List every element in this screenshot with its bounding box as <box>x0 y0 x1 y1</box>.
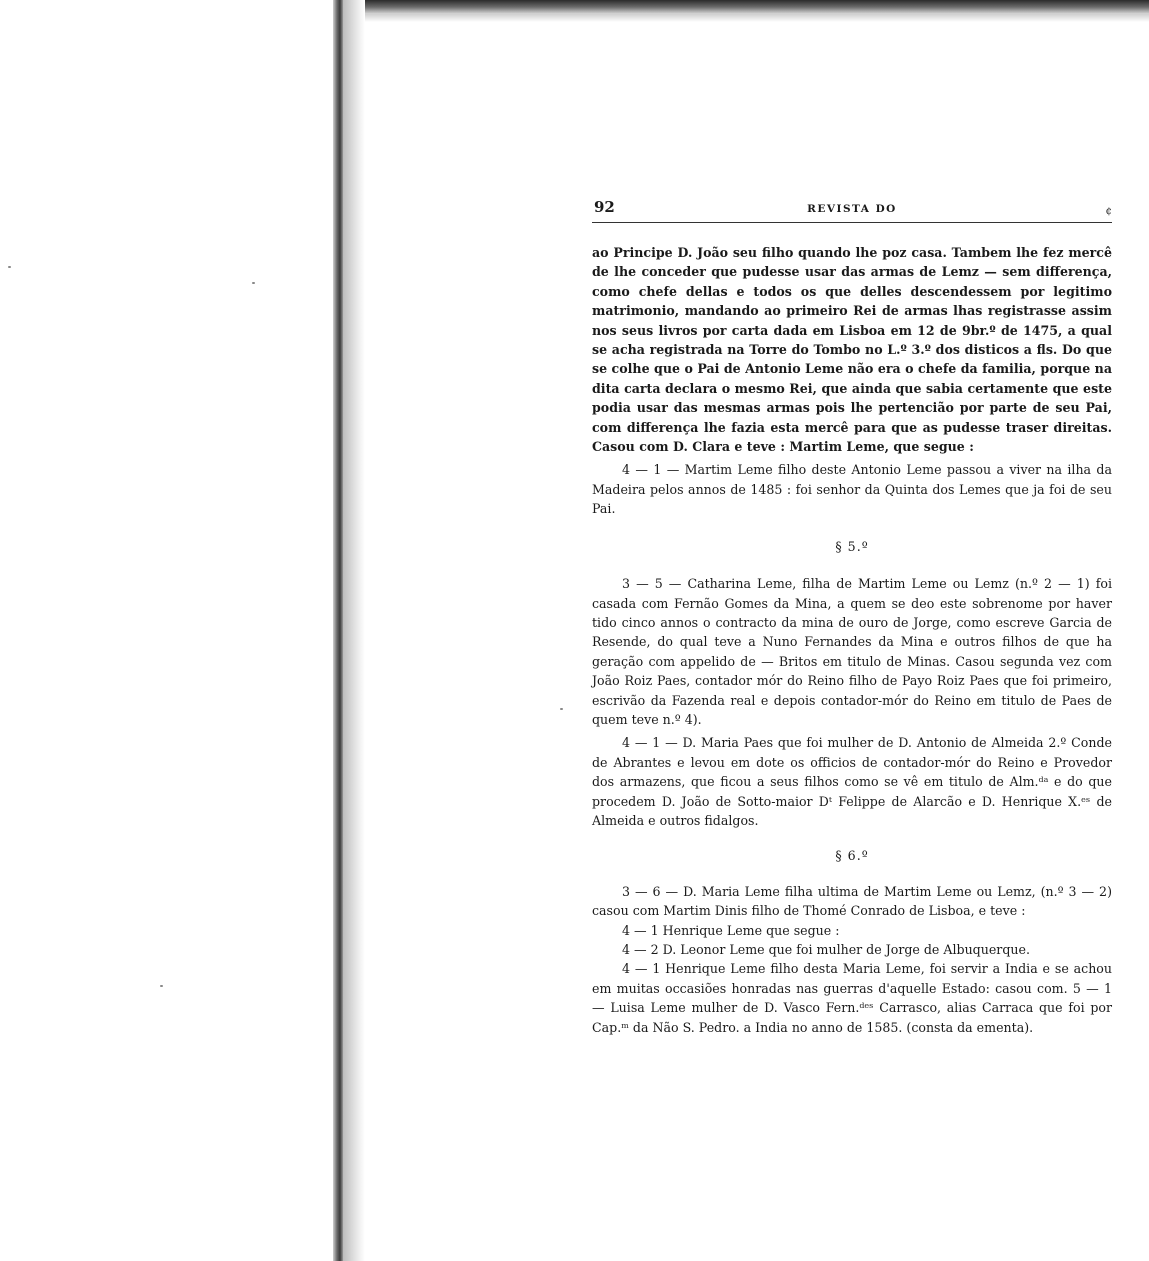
scan-speck <box>8 266 11 268</box>
scan-speck <box>560 708 563 710</box>
section-heading: § 6.º <box>835 848 869 864</box>
scan-top-edge <box>333 0 1149 14</box>
binding-gutter <box>333 0 343 1261</box>
paragraph: 4 — 1 — D. Maria Paes que foi mulher de D. Antonio de Almeida 2.º Conde de Abrantes e levou em dote os officios de contador-mór do Reino e Provedor dos armazens, que ficou a seus filhos como se vê em titulo de Alm.ᵈᵃ e do que procedem D. João de Sotto-maior Dᵗ Felippe de Alarcão e D. Henrique X.ᵉˢ de Almeida e outros fidalgos. <box>592 735 1112 828</box>
running-title: REVISTA DO <box>807 203 897 215</box>
corner-mark: ¢ <box>1105 206 1112 217</box>
paragraph: 4 — 2 D. Leonor Leme que foi mulher de Jorge de Albuquerque. <box>622 942 1030 957</box>
page-number: 92 <box>594 198 615 216</box>
page-body <box>592 243 1112 1037</box>
scan-margin <box>0 0 335 1261</box>
running-header <box>592 198 1112 223</box>
paragraph: 4 — 1 — Martim Leme filho deste Antonio Leme passou a viver na ilha da Madeira pelos annos de 1485 : foi senhor da Quinta dos Lemes que ja foi de seu Pai. <box>592 462 1112 517</box>
paragraph: 4 — 1 Henrique Leme filho desta Maria Leme, foi servir a India e se achou em muitas occasiões honradas nas guerras d'aquelle Estado: casou com. 5 — 1 — Luisa Leme mulher de D. Vasco Fern.ᵈᵉˢ Carrasco, alias Carraca que foi por Cap.ᵐ da Não S. Pedro. a India no anno de 1585. (consta da ementa). <box>592 961 1112 1035</box>
paragraph: 3 — 6 — D. Maria Leme filha ultima de Martim Leme ou Lemz, (n.º 3 — 2) casou com Martim Dinis filho de Thomé Conrado de Lisboa, e teve : <box>592 883 1112 919</box>
binding-shadow <box>343 0 365 1261</box>
scan-speck <box>252 282 255 284</box>
paragraph: ao Principe D. João seu filho quando lhe poz casa. Tambem lhe fez mercê de lhe conceder que pudesse usar das armas de Lemz — sem differença, como chefe dellas e todos os que delles descendessem por legitimo matrimonio, mandando ao primeiro Rei de armas lhas registrasse assim nos seus livros por carta dada em Lisboa em 12 de 9br.º de 1475, a qual se acha registrada na Torre do Tombo no L.º 3.º dos disticos a fls. Do que se colhe que o Pai de Antonio Leme não era o chefe da familia, porque na dita carta declara o mesmo Rei, que ainda que sabia certamente que este podia usar das mesmas armas pois lhe pertencião por parte de seu Pai, com differença lhe fazia esta mercê para que as pudesse traser direitas. Casou com D. Clara e teve : Martim Leme, que segue : <box>592 245 1112 455</box>
paragraph: 3 — 5 — Catharina Leme, filha de Martim Leme ou Lemz (n.º 2 — 1) foi casada com Fernão Gomes da Mina, a quem se deo este sobrenome por haver tido cinco annos o contracto da mina de ouro de Jorge, como escreve Garcia de Resende, do qual teve a Nuno Fernandes da Mina e outros filhos de que ha geração com appelido de — Britos em titulo de Minas. Casou segunda vez com João Roiz Paes, contador mór do Reino filho de Payo Roiz Paes que foi primeiro, escrivão da Fazenda real e depois contador-mór do Reino em titulo de Paes de quem teve n.º 4). <box>592 576 1112 727</box>
document-page <box>592 198 1112 1037</box>
section-heading: § 5.º <box>835 538 869 554</box>
scan-speck <box>160 985 163 987</box>
paragraph: 4 — 1 Henrique Leme que segue : <box>622 922 840 938</box>
scan-top-shadow <box>333 14 1149 22</box>
